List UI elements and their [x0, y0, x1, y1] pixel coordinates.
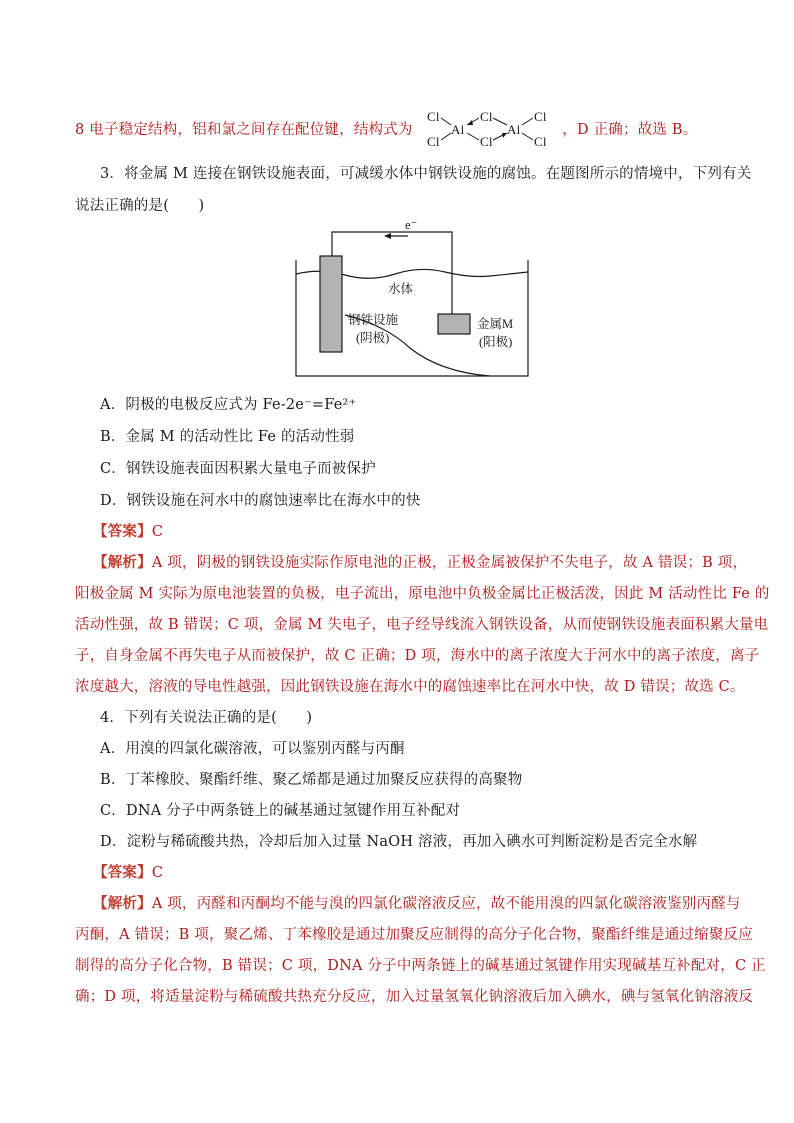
q3-stem-line2: 说法正确的是( )	[75, 198, 205, 214]
q3-option-b: B．金属 M 的活动性比 Fe 的活动性弱	[100, 429, 355, 445]
answer-tag: 【答案】	[93, 864, 152, 881]
steel-facility	[320, 256, 342, 352]
q4-analysis-line1	[93, 894, 741, 914]
steel-label: 钢铁设施	[348, 313, 399, 327]
answer-tag: 【答案】	[93, 523, 152, 540]
q2-conclusion-line	[75, 108, 697, 152]
al-atom: Al	[507, 122, 521, 137]
q3-answer	[93, 522, 163, 542]
cl-atom: Cl	[480, 134, 494, 149]
q4-answer	[93, 863, 163, 883]
analysis-tag: 【解析】	[93, 554, 152, 571]
q4-analysis-line3: 制得的高分子化合物，B 错误；C 项，DNA 分子中两条链上的碱基通过氢键作用实现碱基互补配对，C 正	[75, 958, 766, 974]
q3-option-d: D．钢铁设施在河水中的腐蚀速率比在海水中的快	[100, 493, 421, 509]
q4-analysis-line2: 丙酮，A 错误；B 项，聚乙烯、丁苯橡胶是通过加聚反应制得的高分子化合物，聚酯纤维是通过缩聚反应	[75, 927, 753, 943]
q4-option-d: D．淀粉与稀硫酸共热，冷却后加入过量 NaOH 溶液，再加入碘水可判断淀粉是否完全水解	[100, 834, 698, 850]
cl-atom: Cl	[534, 109, 548, 124]
al2cl6-structure-formula	[423, 108, 551, 152]
cl-atom: Cl	[534, 134, 548, 149]
q3-option-a: A．阴极的电极反应式为 Fe-2e⁻=Fe²⁺	[100, 397, 357, 413]
q2-text-after: ，D 正确；故选 B。	[562, 122, 698, 138]
q3-analysis-line5: 浓度越大，溶液的导电性越强，因此钢铁设施在海水中的腐蚀速率比在河水中快，故 D 错误；故选 C。	[75, 679, 745, 695]
steel-role-label: (阴极)	[356, 331, 390, 345]
q4-option-c: C．DNA 分子中两条链上的碱基通过氢键作用互补配对	[100, 803, 461, 819]
connecting-wire	[332, 232, 452, 314]
q3-analysis-line1	[93, 553, 747, 573]
analysis-text: A 项，丙醛和丙酮均不能与溴的四氯化碳溶液反应，故不能用溴的四氯化碳溶液鉴别丙醛与	[151, 896, 741, 912]
cl-atom: Cl	[427, 109, 441, 124]
answer-value: C	[151, 865, 164, 881]
metal-m-block	[438, 314, 470, 334]
cl-atom: Cl	[427, 134, 441, 149]
metal-m-label: 金属M	[477, 317, 514, 331]
corrosion-protection-diagram	[290, 220, 540, 380]
analysis-text: A 项，阴极的钢铁设施实际作原电池的正极，正极金属被保护不失电子，故 A 错误；B 项，	[151, 555, 748, 571]
q4-stem: 4．下列有关说法正确的是( )	[100, 710, 313, 726]
q3-stem-line1: 3．将金属 M 连接在钢铁设施表面，可减缓水体中钢铁设施的腐蚀。在题图所示的情境中，下列有关	[100, 166, 752, 182]
q3-option-c: C．钢铁设施表面因积累大量电子而被保护	[100, 461, 376, 477]
electron-label: e⁻	[405, 220, 418, 232]
analysis-tag: 【解析】	[93, 895, 152, 912]
metal-m-role-label: (阳极)	[479, 335, 513, 349]
q3-analysis-line2: 阳极金属 M 实际为原电池装置的负极，电子流出，原电池中负极金属比正极活泼，因此 M 活动性比 Fe 的	[75, 586, 770, 602]
q3-analysis-line4: 子，自身金属不再失电子从而被保护，故 C 正确；D 项，海水中的离子浓度大于河水中的离子浓度，离子	[75, 648, 760, 664]
cl-atom: Cl	[480, 109, 494, 124]
al-atom: Al	[451, 122, 465, 137]
q4-analysis-line4: 确；D 项，将适量淀粉与稀硫酸共热充分反应，加入过量氢氧化钠溶液后加入碘水，碘与氢氧化钠溶液反	[75, 989, 754, 1005]
water-label: 水体	[388, 282, 414, 296]
q2-text-before: 8 电子稳定结构，铝和氯之间存在配位键，结构式为	[75, 122, 413, 138]
q3-analysis-line3: 活动性强，故 B 错误；C 项，金属 M 失电子，电子经导线流入钢铁设备，从而使钢铁设施表面积累大量电	[75, 617, 769, 633]
q4-option-a: A．用溴的四氯化碳溶液，可以鉴别丙醛与丙酮	[100, 741, 405, 757]
q4-option-b: B．丁苯橡胶、聚酯纤维、聚乙烯都是通过加聚反应获得的高聚物	[100, 772, 523, 788]
answer-value: C	[151, 524, 164, 540]
